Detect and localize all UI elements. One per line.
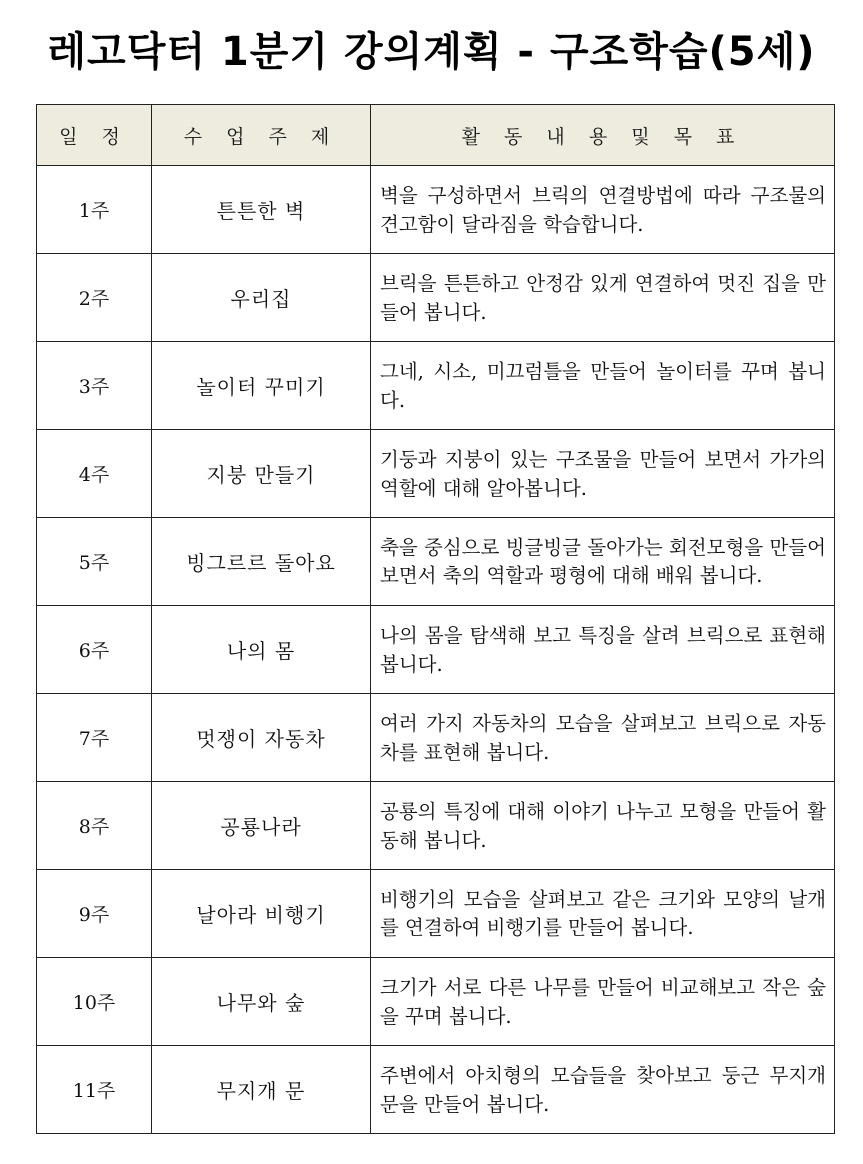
topic-cell: 나무와 숲	[152, 958, 371, 1046]
header-activity: 활 동 내 용 및 목 표	[371, 105, 835, 166]
activity-cell: 축을 중심으로 빙글빙글 돌아가는 회전모형을 만들어 보면서 축의 역할과 평형에 대해 배워 봅니다.	[371, 518, 835, 606]
header-topic: 수 업 주 제	[152, 105, 371, 166]
activity-cell: 크기가 서로 다른 나무를 만들어 비교해보고 작은 숲을 꾸며 봅니다.	[371, 958, 835, 1046]
table-row	[37, 694, 835, 782]
activity-cell: 비행기의 모습을 살펴보고 같은 크기와 모양의 날개를 연결하여 비행기를 만들어 봅니다.	[371, 870, 835, 958]
table-row	[37, 958, 835, 1046]
topic-cell: 지붕 만들기	[152, 430, 371, 518]
topic-cell: 날아라 비행기	[152, 870, 371, 958]
activity-cell: 브릭을 튼튼하고 안정감 있게 연결하여 멋진 집을 만들어 봅니다.	[371, 254, 835, 342]
week-cell: 3주	[37, 342, 152, 430]
week-cell: 5주	[37, 518, 152, 606]
topic-cell: 튼튼한 벽	[152, 166, 371, 254]
table-row	[37, 782, 835, 870]
topic-cell: 나의 몸	[152, 606, 371, 694]
activity-cell: 그네, 시소, 미끄럼틀을 만들어 놀이터를 꾸며 봅니다.	[371, 342, 835, 430]
topic-cell: 공룡나라	[152, 782, 371, 870]
topic-cell: 무지개 문	[152, 1046, 371, 1134]
week-cell: 9주	[37, 870, 152, 958]
lesson-plan-table	[36, 104, 835, 1134]
table-row	[37, 1046, 835, 1134]
header-schedule: 일 정	[37, 105, 152, 166]
week-cell: 7주	[37, 694, 152, 782]
activity-cell: 여러 가지 자동차의 모습을 살펴보고 브릭으로 자동차를 표현해 봅니다.	[371, 694, 835, 782]
table-row	[37, 518, 835, 606]
topic-cell: 우리집	[152, 254, 371, 342]
table-row	[37, 342, 835, 430]
week-cell: 2주	[37, 254, 152, 342]
table-row	[37, 870, 835, 958]
activity-cell: 벽을 구성하면서 브릭의 연결방법에 따라 구조물의 견고함이 달라짐을 학습합니다.	[371, 166, 835, 254]
table-row	[37, 606, 835, 694]
activity-cell: 기둥과 지붕이 있는 구조물을 만들어 보면서 가가의 역할에 대해 알아봅니다.	[371, 430, 835, 518]
topic-cell: 놀이터 꾸미기	[152, 342, 371, 430]
table-header-row	[37, 105, 835, 166]
table-row	[37, 166, 835, 254]
table-row	[37, 254, 835, 342]
topic-cell: 멋쟁이 자동차	[152, 694, 371, 782]
week-cell: 1주	[37, 166, 152, 254]
week-cell: 6주	[37, 606, 152, 694]
activity-cell: 공룡의 특징에 대해 이야기 나누고 모형을 만들어 활동해 봅니다.	[371, 782, 835, 870]
activity-cell: 주변에서 아치형의 모습들을 찾아보고 둥근 무지개 문을 만들어 봅니다.	[371, 1046, 835, 1134]
page-title: 레고닥터 1분기 강의계획 - 구조학습(5세)	[47, 29, 816, 75]
topic-cell: 빙그르르 돌아요	[152, 518, 371, 606]
week-cell: 4주	[37, 430, 152, 518]
week-cell: 11주	[37, 1046, 152, 1134]
activity-cell: 나의 몸을 탐색해 보고 특징을 살려 브릭으로 표현해 봅니다.	[371, 606, 835, 694]
table-row	[37, 430, 835, 518]
week-cell: 10주	[37, 958, 152, 1046]
week-cell: 8주	[37, 782, 152, 870]
